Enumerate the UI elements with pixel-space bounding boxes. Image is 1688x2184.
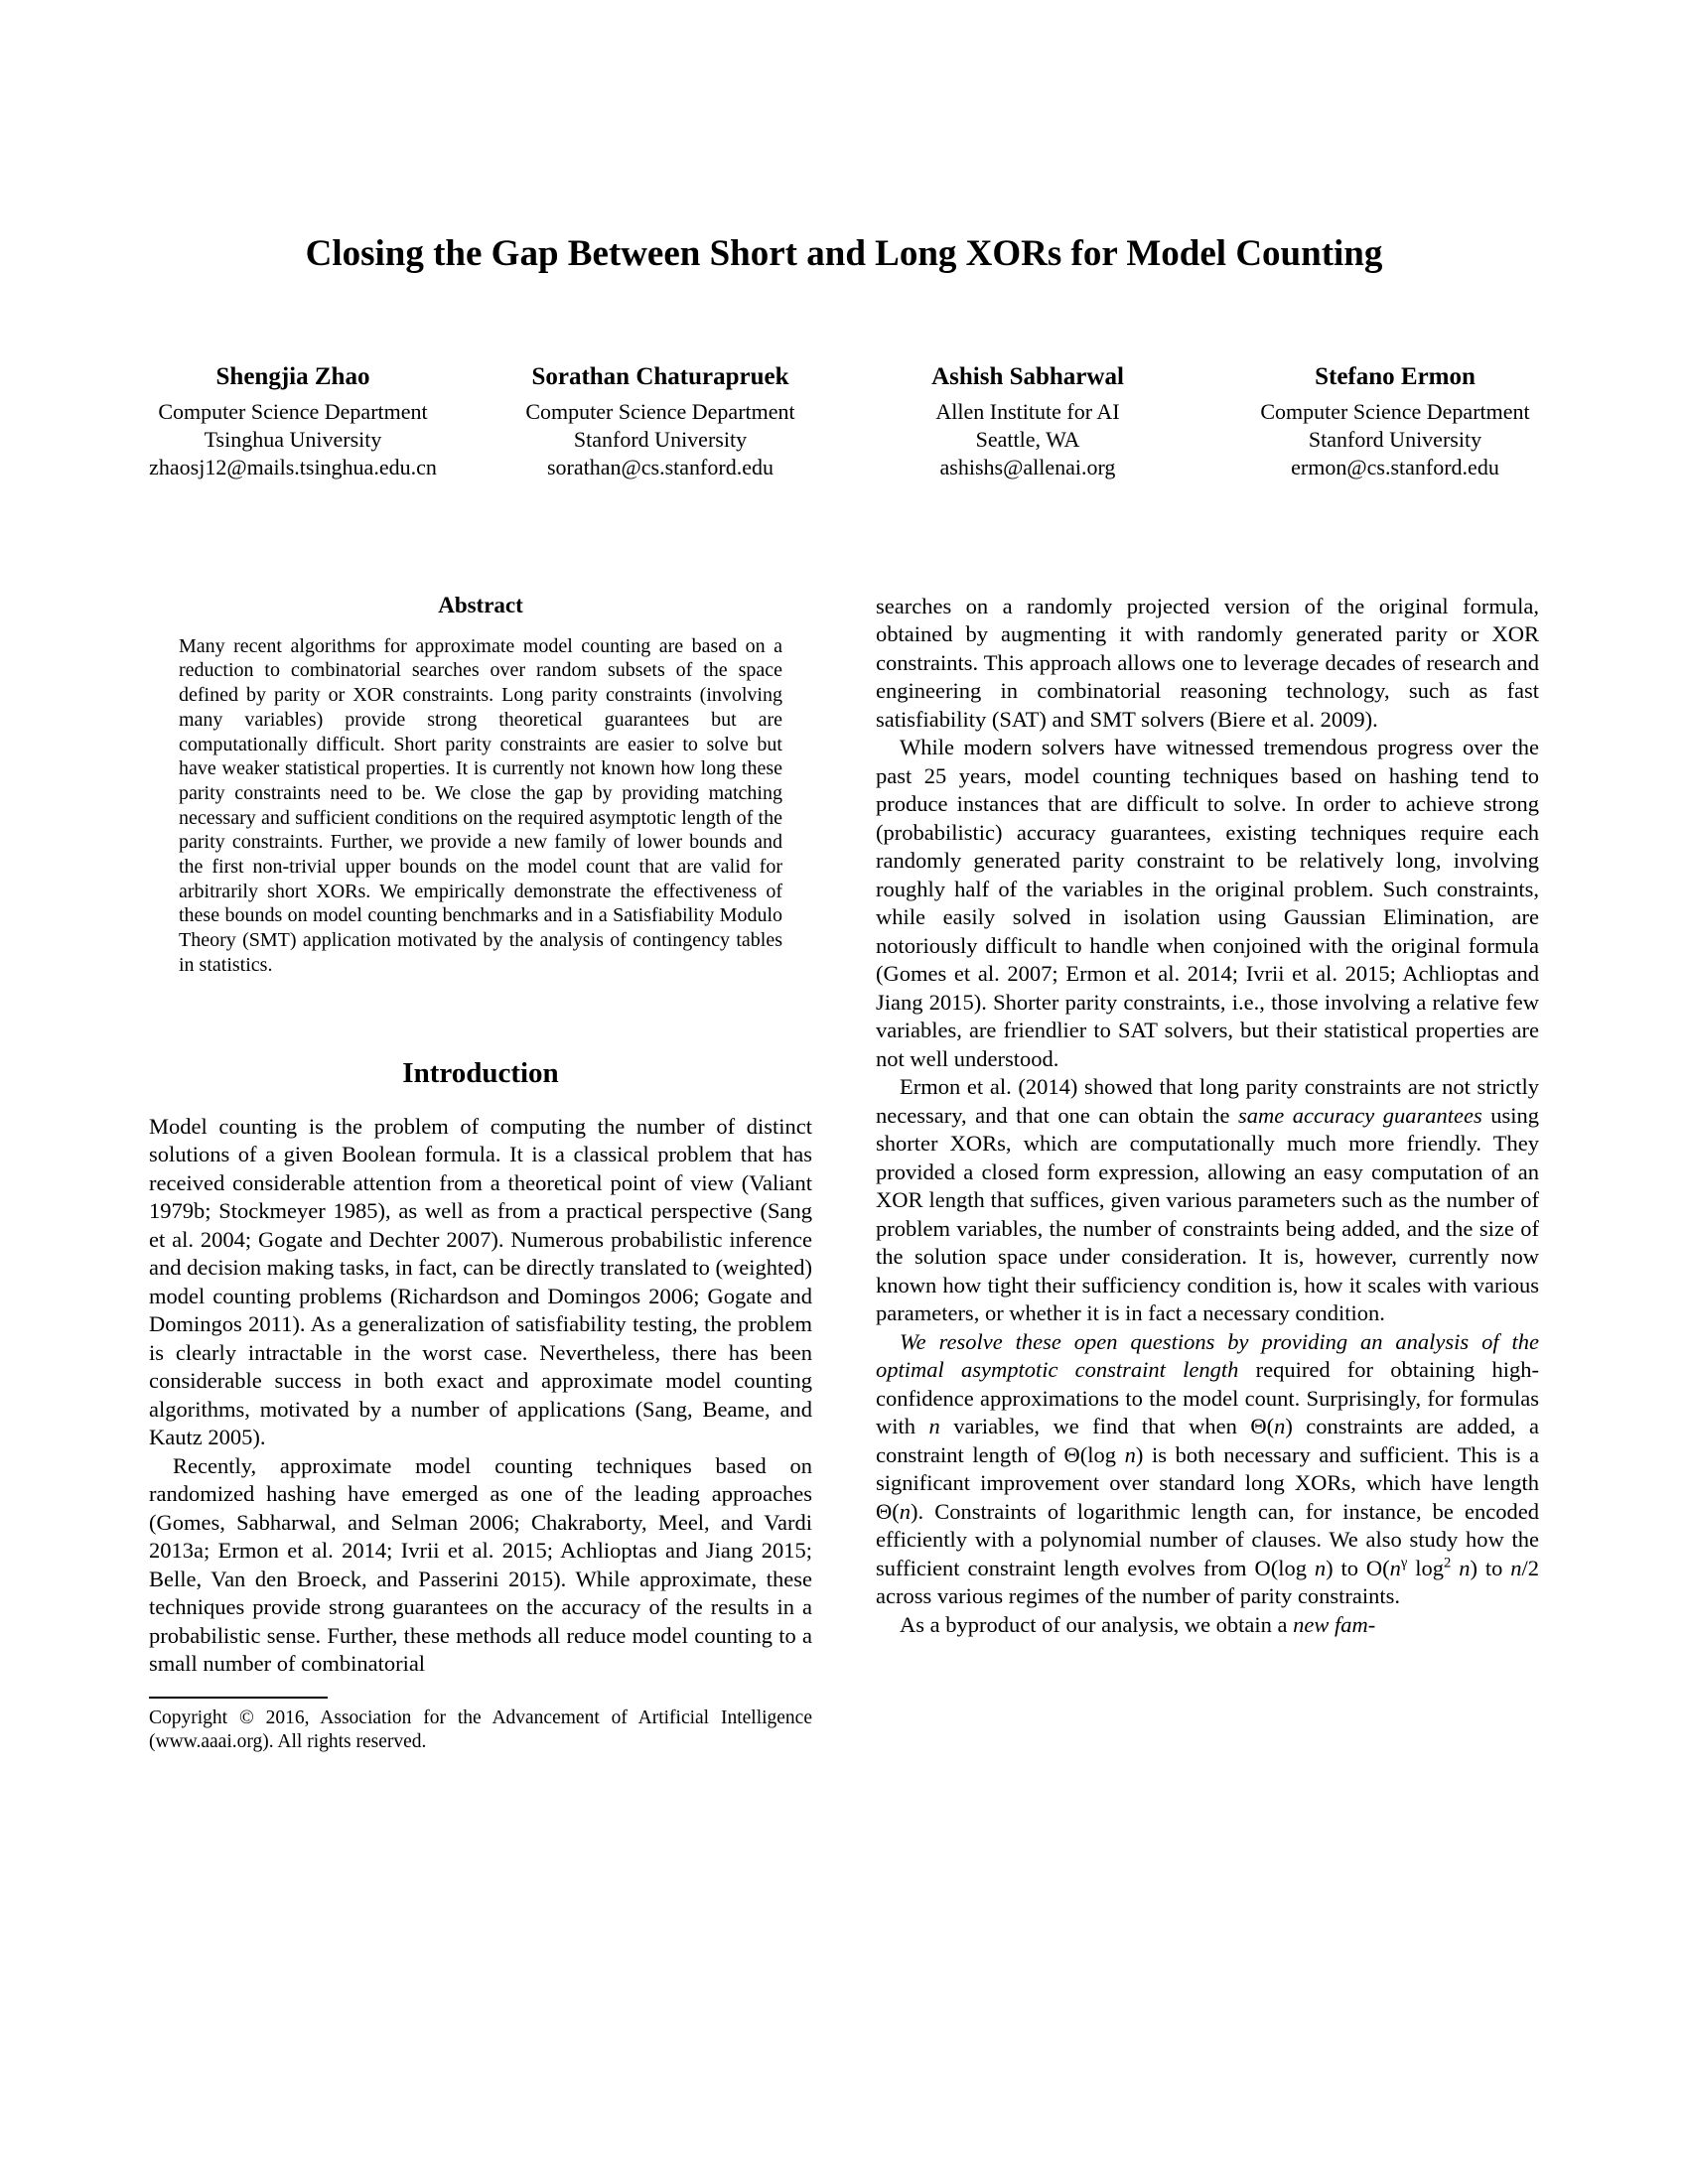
section-heading-introduction: Introduction [402, 1056, 559, 1089]
footnote-rule [149, 1697, 328, 1699]
author-affiliation-line: Stanford University [573, 426, 748, 452]
paragraph: Ermon et al. (2014) showed that long parity constraints are not strictly necessary, and that one can obtain the same accuracy guarantees using shorter XORs, which are computationally much more friendly. They provided a closed form expression, allowing an easy computation of an XOR length that suffices, given various parameters such as the number of problem variables, the number of constraints being added, and the size of the solution space under consideration. It is, however, currently now known how tight their sufficiency condition is, how it scales with various parameters, or whether it is in fact a necessary condition. [876, 1074, 1539, 1326]
paragraph: While modern solvers have witnessed tremendous progress over the past 25 years, model counting techniques based on hashing tend to produce instances that are difficult to solve. In order to achieve strong (probabilistic) accuracy guarantees, existing techniques require each randomly generated parity constraint to be relatively long, involving roughly half of the variables in the original problem. Such constraints, while easily solved in isolation using Gaussian Elimination, are notoriously difficult to handle when conjoined with the original formula (Gomes et al. 2007; Ermon et al. 2014; Ivrii et al. 2015; Achlioptas and Jiang 2015). Shorter parity constraints, i.e., those involving a relative few variables, are friendlier to SAT solvers, but their statistical properties are not well understood. [876, 735, 1539, 1071]
body-columns [149, 593, 1539, 1754]
author-affiliation-line: Computer Science Department [1260, 398, 1530, 424]
author-affiliation-line: Computer Science Department [525, 398, 795, 424]
author-shengjia-zhao [129, 362, 457, 481]
paper-title: Closing the Gap Between Short and Long XORs for Model Counting [305, 233, 1383, 274]
author-email: ashishs@allenai.org [939, 454, 1116, 479]
abstract-text: Many recent algorithms for approximate model counting are based on a reduction to combinatorial searches over random subsets of the space defined by parity or XOR constraints. Long parity constraints (involving many variables) provide strong theoretical guarantees but are computationally difficult. Short parity constraints are easier to solve but have weaker statistical properties. It is currently not known how long these parity constraints need to be. We close the gap by providing matching necessary and sufficient conditions on the required asymptotic length of the parity constraints. Further, we provide a new family of lower bounds and the first non-trivial upper bounds on the model count that are valid for arbitrarily short XORs. We empirically demonstrate the effectiveness of these bounds on model counting benchmarks and in a Satisfiability Modulo Theory (SMT) application motivated by the analysis of contingency tables in statistics. [179, 634, 782, 976]
author-sorathan-chaturapruek [496, 362, 824, 481]
author-email: zhaosj12@mails.tsinghua.edu.cn [149, 454, 437, 479]
author-affiliation-line: Tsinghua University [204, 426, 382, 452]
author-name: Ashish Sabharwal [931, 362, 1124, 390]
footnote-text: Copyright © 2016, Association for the Advancement of Artificial Intelligence (www.aaai.org). All rights reserved. [149, 1706, 812, 1752]
author-stefano-ermon [1231, 362, 1559, 481]
copyright-footnote [149, 1697, 812, 1754]
right-column [876, 593, 1539, 1754]
author-affiliation-line: Allen Institute for AI [935, 398, 1120, 424]
author-affiliation-line: Stanford University [1308, 426, 1482, 452]
author-name: Stefano Ermon [1315, 362, 1476, 390]
paragraph: Recently, approximate model counting techniques based on randomized hashing have emerged as one of the leading approaches (Gomes, Sabharwal, and Selman 2006; Chakraborty, Meel, and Vardi 2013a; Ermon et al. 2014; Ivrii et al. 2015; Achlioptas and Jiang 2015; Belle, Van den Broeck, and Passerini 2015). While approximate, these techniques provide strong guarantees on the accuracy of the results in a probabilistic sense. Further, these methods all reduce model counting to a small number of combinatorial [149, 1452, 812, 1677]
paragraph: As a byproduct of our analysis, we obtain a new fam- [900, 1611, 1376, 1637]
paragraph: We resolve these open questions by providing an analysis of the optimal asymptotic constraint length required for obtaining high-confidence approximations to the model count. Surprisingly, for formulas with n variables, we find that when Θ(n) constraints are added, a constraint length of Θ(log n) is both necessary and sufficient. This is a significant improvement over standard long XORs, which have length Θ(n). Constraints of logarithmic length can, for instance, be encoded efficiently with a polynomial number of clauses. We also study how the sufficient constraint length evolves from O(log n) to $O(n^\gamma$ $\log^2 n$) to n/2 across various regimes of the number of parity constraints. [876, 1328, 1540, 1609]
author-ashish-sabharwal [864, 362, 1192, 481]
author-affiliation-line: Seattle, WA [975, 426, 1080, 452]
left-column [149, 593, 812, 1754]
paragraph: Model counting is the problem of computing the number of distinct solutions of a given Boolean formula. It is a classical problem that has received considerable attention from a theoretical point of view (Valiant 1979b; Stockmeyer 1985), as well as from a practical perspective (Sang et al. 2004; Gogate and Dechter 2007). Numerous probabilistic inference and decision making tasks, in fact, can be directly translated to (weighted) model counting problems (Richardson and Domingos 2006; Gogate and Domingos 2011). As a generalization of satisfiability testing, the problem is clearly intractable in the worst case. Nevertheless, there has been considerable success in both exact and approximate model counting algorithms, motivated by a number of applications (Sang, Beame, and Kautz 2005). [149, 1113, 812, 1450]
author-name: Sorathan Chaturapruek [531, 362, 789, 390]
author-block [0, 362, 1688, 481]
author-email: sorathan@cs.stanford.edu [547, 454, 774, 479]
author-affiliation-line: Computer Science Department [158, 398, 428, 424]
author-email: ermon@cs.stanford.edu [1291, 454, 1499, 479]
author-name: Shengjia Zhao [215, 362, 370, 390]
abstract-heading: Abstract [438, 592, 523, 617]
paragraph: searches on a randomly projected version of the original formula, obtained by augmenting it with randomly generated parity or XOR constraints. This approach allows one to leverage decades of research and engineering in combinatorial reasoning technology, such as fast satisfiability (SAT) and SMT solvers (Biere et al. 2009). [876, 593, 1539, 732]
